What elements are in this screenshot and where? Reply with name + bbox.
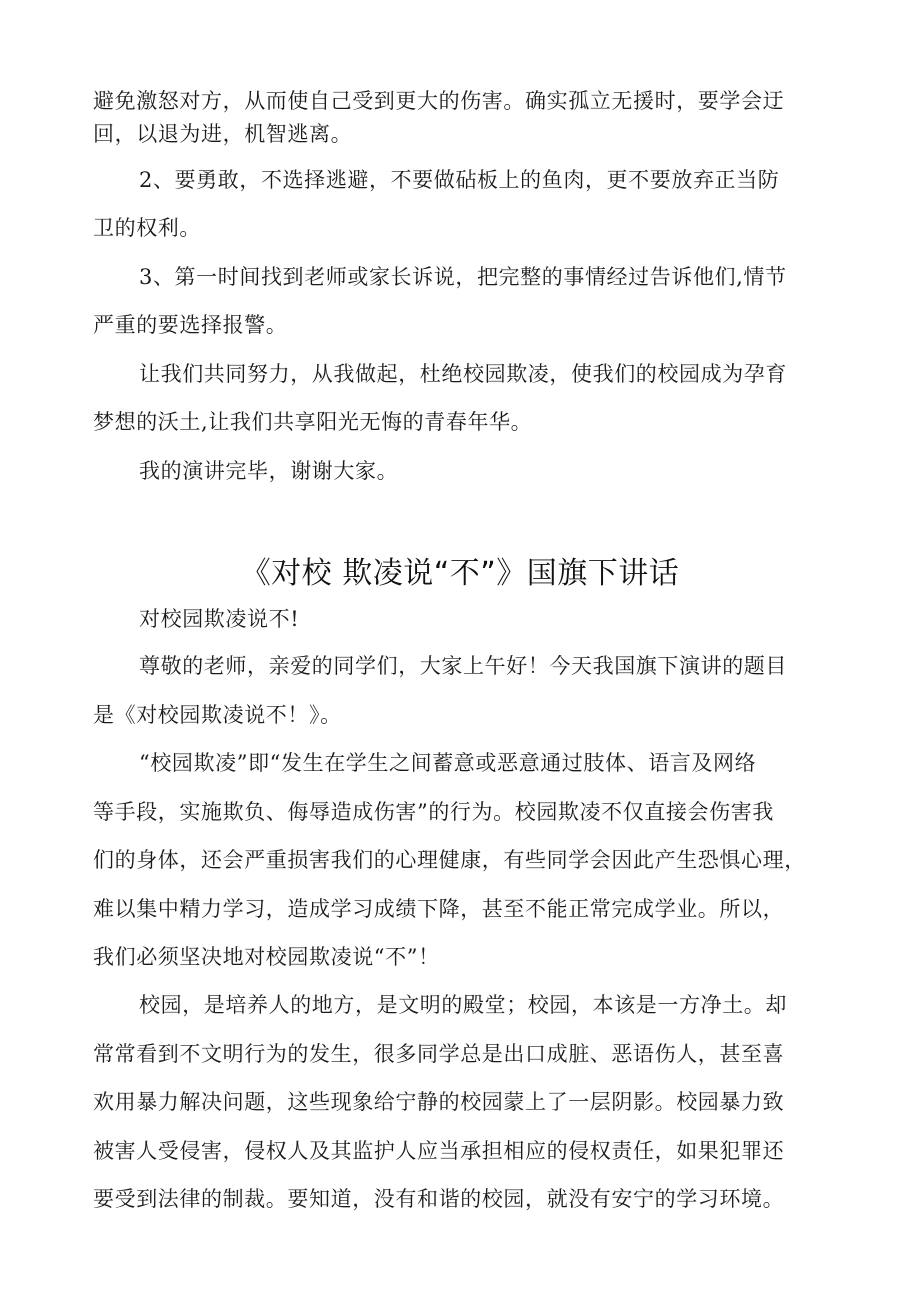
paragraph-line: 对校园欺凌说不! — [139, 607, 300, 631]
paragraph-line: 尊敬的老师，亲爱的同学们，大家上午好！今天我国旗下演讲的题目 — [139, 654, 787, 678]
paragraph-line: 等手段，实施欺负、侮辱造成伤害”的行为。校园欺凌不仅直接会伤害我 — [93, 800, 774, 824]
paragraph-line: 校园，是培养人的地方，是文明的殿堂；校园，本该是一方净土。却 — [139, 993, 787, 1017]
speech-title: 《对校 欺凌说“不”》国旗下讲话 — [240, 556, 680, 591]
paragraph-line: 梦想的沃土,让我们共享阳光无悔的青春年华。 — [93, 410, 533, 434]
paragraph-line: 2、要勇敢，不选择逃避，不要做砧板上的鱼肉，更不要放弃正当防 — [139, 168, 780, 192]
paragraph-line: 们的身体，还会严重损害我们的心理健康，有些同学会因此产生恐惧心理， — [93, 848, 806, 872]
paragraph-line: 避免激怒对方，从而使自己受到更大的伤害。确实孤立无援时，要学会迂 — [93, 89, 785, 113]
paragraph-line: 被害人受侵害，侵权人及其监护人应当承担相应的侵权责任，如果犯罪还 — [93, 1139, 785, 1163]
paragraph-line: “校园欺凌”即“发生在学生之间蓄意或恶意通过肢体、语言及网络 — [139, 751, 757, 775]
paragraph-line: 要受到法律的制裁。要知道，没有和谐的校园，就没有安宁的学习环境。 — [93, 1187, 785, 1211]
paragraph-line: 卫的权利。 — [93, 216, 201, 240]
paragraph-line: 让我们共同努力，从我做起，杜绝校园欺凌，使我们的校园成为孕育 — [139, 362, 787, 386]
paragraph-line: 我们必须坚决地对校园欺凌说“不”！ — [93, 945, 440, 969]
paragraph-line: 欢用暴力解决问题，这些现象给宁静的校园蒙上了一层阴影。校园暴力致 — [93, 1090, 785, 1114]
paragraph-line: 严重的要选择报警。 — [93, 313, 288, 337]
paragraph-line: 回，以退为进，机智逃离。 — [93, 122, 353, 146]
paragraph-line: 我的演讲完毕，谢谢大家。 — [139, 459, 399, 483]
paragraph-line: 是《对校园欺凌说不！》。 — [93, 703, 342, 727]
paragraph-line: 难以集中精力学习，造成学习成绩下降，甚至不能正常完成学业。所以， — [93, 897, 785, 921]
paragraph-line: 3、第一时间找到老师或家长诉说，把完整的事情经过告诉他们,情节 — [139, 265, 787, 289]
paragraph-line: 常常看到不文明行为的发生，很多同学总是出口成脏、恶语伤人，甚至喜 — [93, 1042, 785, 1066]
